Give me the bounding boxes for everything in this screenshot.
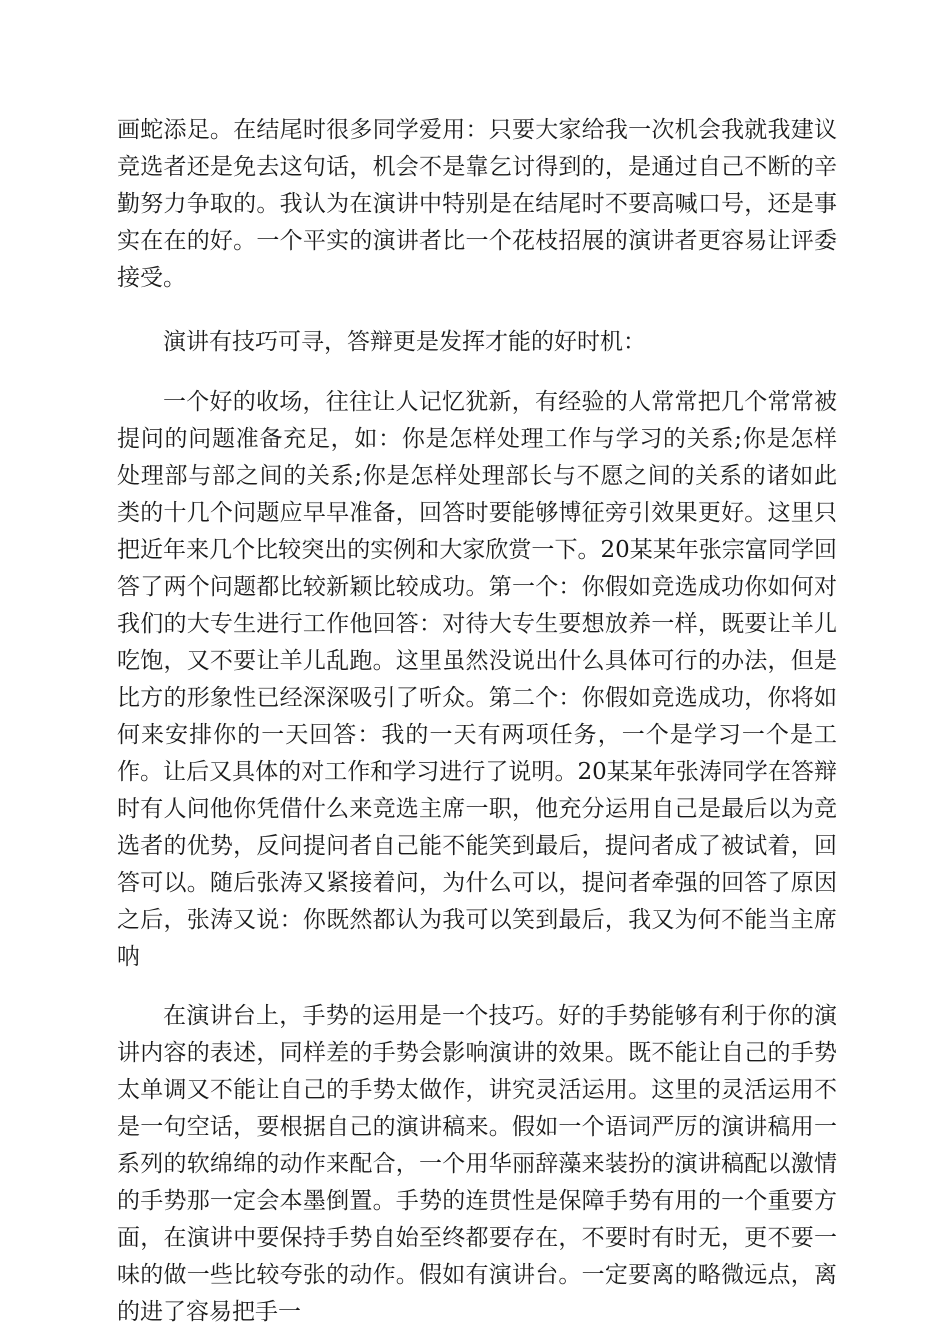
paragraph-qa-intro: 演讲有技巧可寻，答辩更是发挥才能的好时机：: [163, 329, 646, 355]
document-body: [117, 112, 837, 1331]
paragraph-continuation: 画蛇添足。在结尾时很多同学爱用：只要大家给我一次机会我就我建议竞选者还是免去这句话，机会不是靠乞讨得到的，是通过自己不断的辛勤努力争取的。我认为在演讲中特别是在结尾时不要高喊口号，还是事实在在的好。一个平实的演讲者比一个花枝招展的演讲者更容易让评委接受。: [117, 117, 837, 291]
paragraph-qa-examples: 一个好的收场，往往让人记忆犹新，有经验的人常常把几个常常被提问的问题准备充足，如：你是怎样处理工作与学习的关系;你是怎样处理部与部之间的关系;你是怎样处理部长与不愿之间的关系的诸如此类的十几个问题应早早准备，回答时要能够博征旁引效果更好。这里只把近年来几个比较突出的实例和大家欣赏一下。20某某年张宗富同学回答了两个问题都比较新颖比较成功。第一个：你假如竞选成功你如何对我们的大专生进行工作他回答：对待大专生要想放养一样，既要让羊儿吃饱，又不要让羊儿乱跑。这里虽然没说出什么具体可行的办法，但是比方的形象性已经深深吸引了听众。第二个：你假如竞选成功，你将如何来安排你的一天回答：我的一天有两项任务，一个是学习一个是工作。让后又具体的对工作和学习进行了说明。20某某年张涛同学在答辩时有人问他你凭借什么来竞选主席一职，他充分运用自己是最后以为竞选者的优势，反问提问者自己能不能笑到最后，提问者成了被试着，回答可以。随后张涛又紧接着问，为什么可以，提问者牵强的回答了原因之后，张涛又说：你既然都认为我可以笑到最后，我又为何不能当主席呐: [117, 389, 837, 970]
paragraph-gestures: 在演讲台上，手势的运用是一个技巧。好的手势能够有利于你的演讲内容的表述，同样差的手势会影响演讲的效果。既不能让自己的手势太单调又不能让自己的手势太做作，讲究灵活运用。这里的灵活运用不是一句空话，要根据自己的演讲稿来。假如一个语词严厉的演讲稿用一系列的软绵绵的动作来配合，一个用华丽辞藻来装扮的演讲稿配以激情的手势那一定会本墨倒置。手势的连贯性是保障手势有用的一个重要方面，在演讲中要保持手势自始至终都要存在，不要时有时无，更不要一味的做一些比较夸张的动作。假如有演讲台。一定要离的略微远点，离的进了容易把手一: [117, 1003, 837, 1325]
